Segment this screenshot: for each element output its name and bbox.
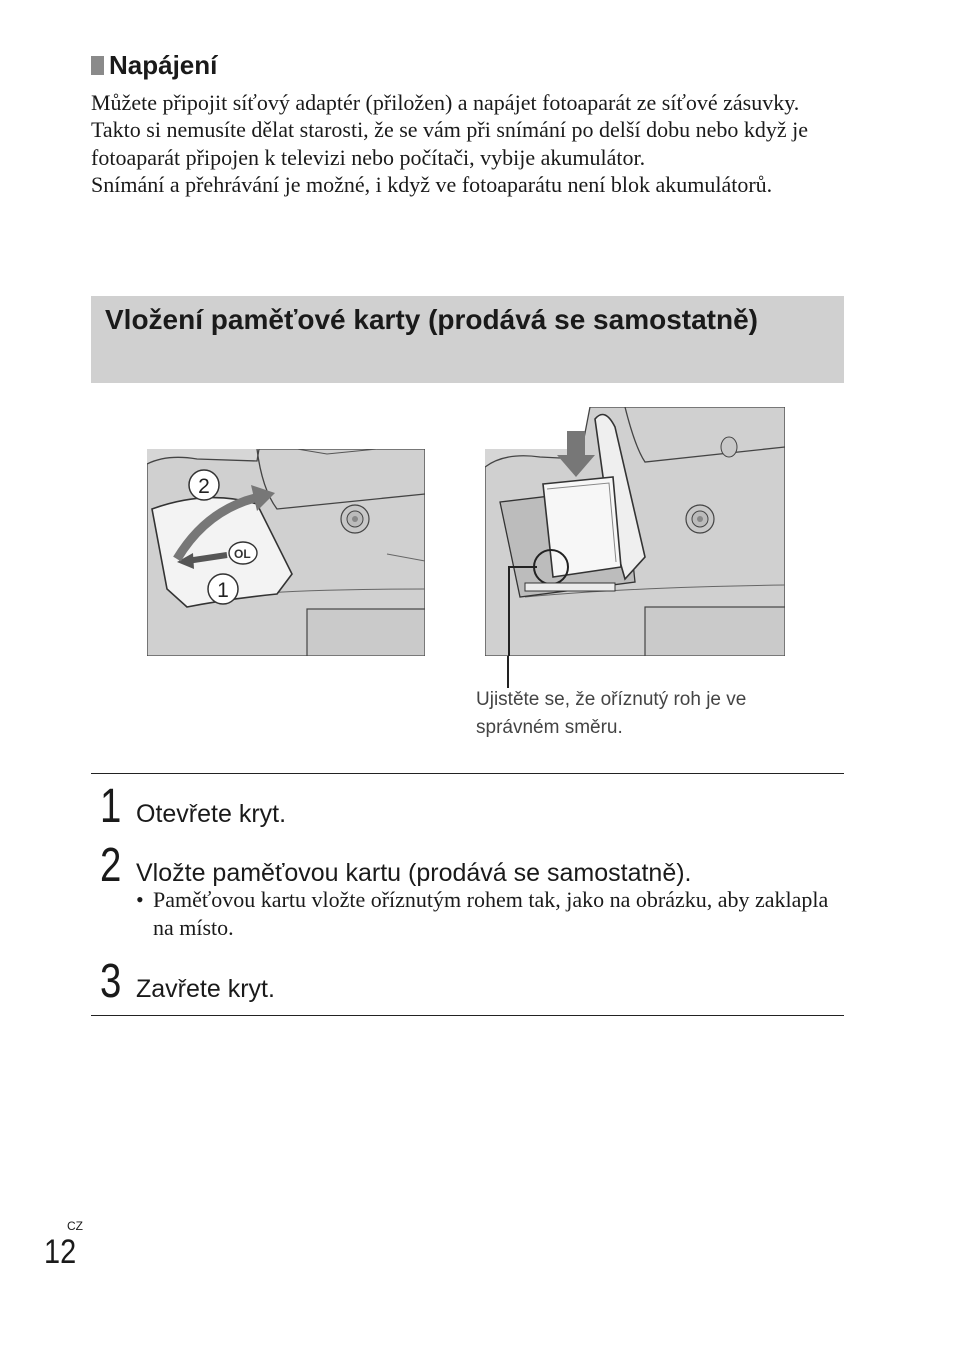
intro-paragraph-1: Můžete připojit síťový adaptér (přiložen) a napájet fotoaparát ze síťové zásuvky. Takto si nemusíte dělat starosti, že se vám při snímání po delší dobu nebo když je fotoaparát připojen k televizi nebo počítači, vybije akumulátor. <box>91 90 808 170</box>
step-marker-2: 2 <box>198 475 210 498</box>
step-1-number: 1 <box>100 780 122 833</box>
steps-bottom-rule <box>91 1015 844 1016</box>
section-heading-napajeni <box>91 50 217 81</box>
bullet-icon: • <box>136 887 144 912</box>
section-heading-text: Napájení <box>109 50 218 80</box>
steps-top-rule <box>91 773 844 774</box>
step-2-number: 2 <box>100 839 122 892</box>
step-1 <box>100 780 287 833</box>
step-3 <box>100 955 275 1008</box>
svg-text:OL: OL <box>234 547 251 561</box>
section-title: Vložení paměťové karty (prodává se samostatně) <box>105 304 758 335</box>
step-3-number: 3 <box>100 955 122 1008</box>
open-cover-illustration <box>147 449 425 656</box>
step-3-text: Zavřete kryt. <box>136 975 275 1003</box>
step-2 <box>100 839 692 892</box>
step-2-text: Vložte paměťovou kartu (prodává se samostatně). <box>136 859 692 887</box>
step-2-note <box>136 886 836 942</box>
page-number: 12 <box>44 1233 77 1271</box>
step-marker-1: 1 <box>217 579 229 602</box>
page-language: CZ <box>67 1219 83 1233</box>
step-2-note-text: Paměťovou kartu vložte oříznutým rohem tak, jako na obrázku, aby zaklapla na místo. <box>153 887 829 940</box>
heading-square-icon <box>91 56 104 75</box>
insert-card-illustration <box>485 407 785 656</box>
intro-text <box>91 89 851 199</box>
section-banner <box>91 296 844 383</box>
figure-caption: Ujistěte se, že oříznutý roh je ve správném směru. <box>476 689 747 738</box>
intro-paragraph-2: Snímání a přehrávání je možné, i když ve fotoaparátu není blok akumulátorů. <box>91 172 773 198</box>
callout-line <box>507 656 509 688</box>
step-1-text: Otevřete kryt. <box>136 800 287 828</box>
